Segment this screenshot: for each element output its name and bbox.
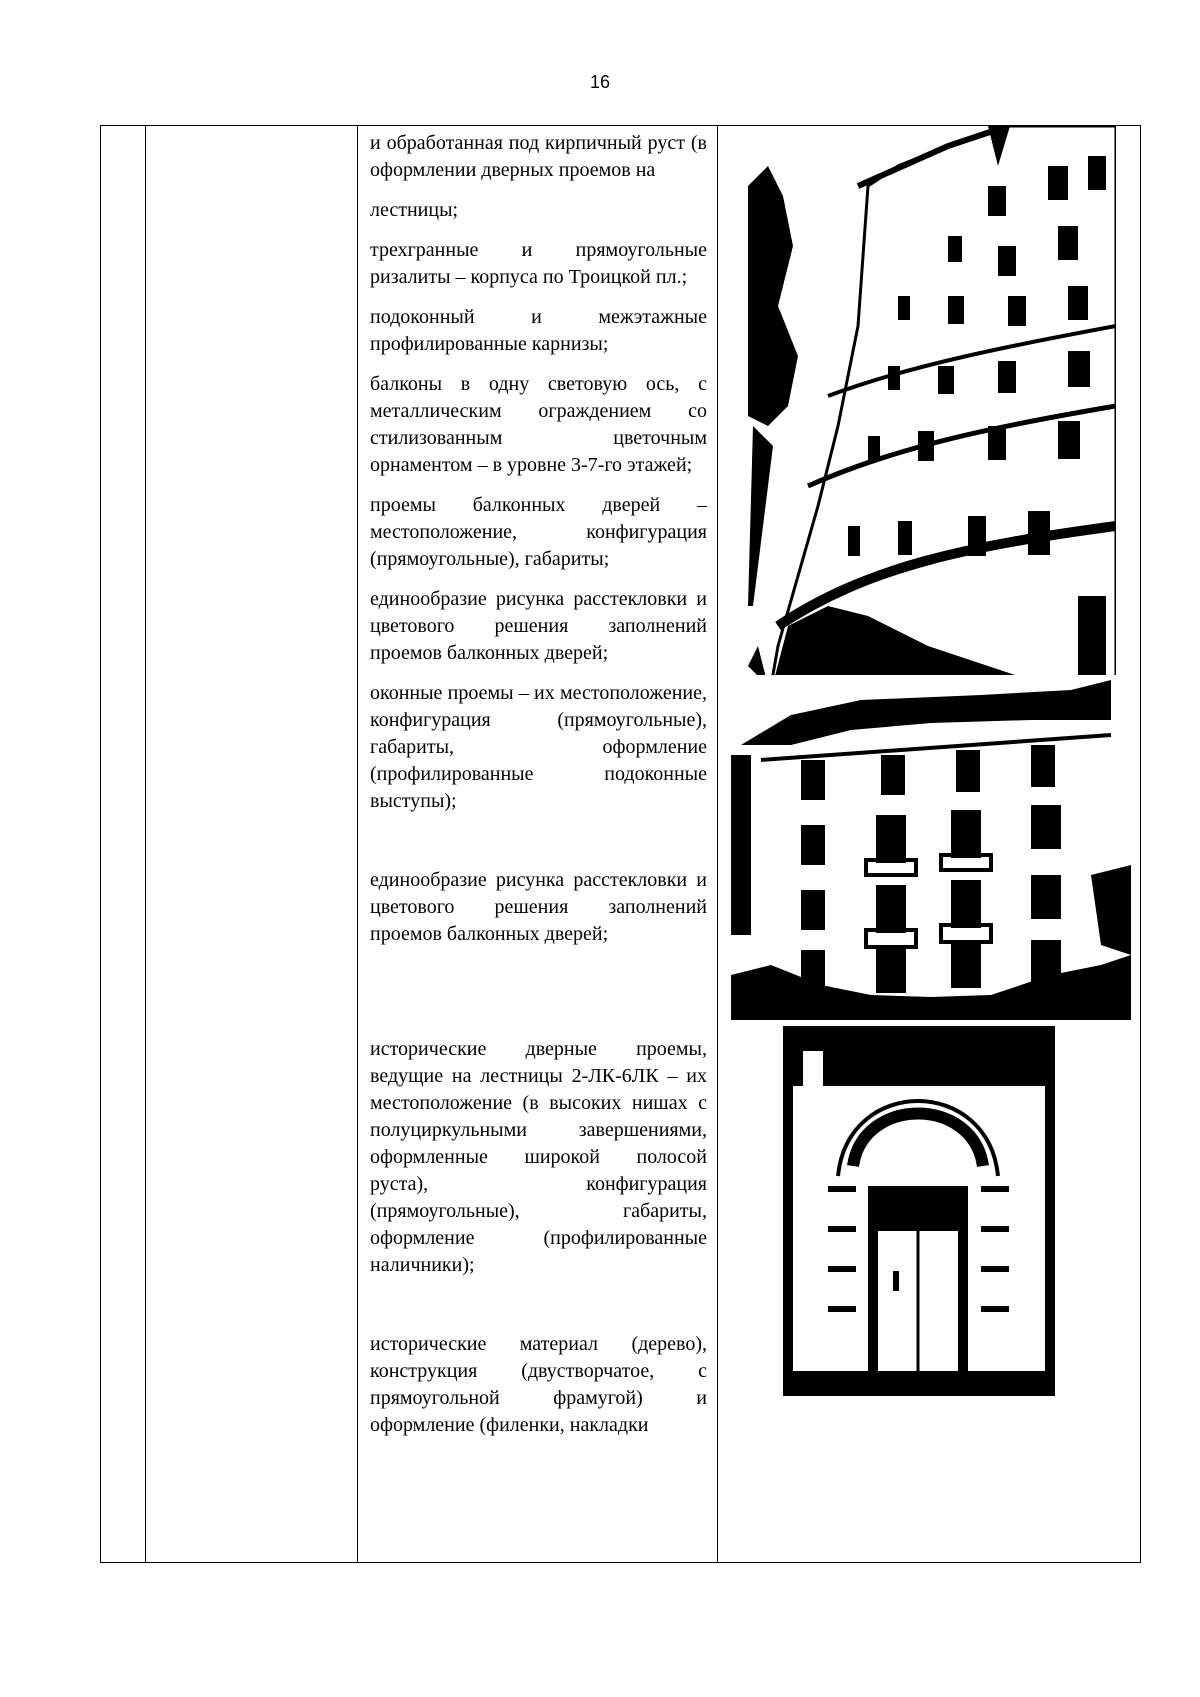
page-number: 16 [589,72,611,92]
paragraph-risalits: трехгранные и прямоугольные ризалиты – корпуса по Троицкой пл.; [370,239,707,288]
paragraph-glazing-uniformity-2: единообразие рисунка расстекловки и цветового решения заполнений проемов балконных дверей; [370,869,707,945]
photo-cell [718,126,1141,1563]
paragraph-balconies: балконы в одну световую ось, с металлическим ограждением со стилизованным цветочным орнаментом – в уровне 3-7-го этажей; [370,373,707,476]
protection-subject-table [100,125,1141,1563]
arched-entrance-photo [783,1026,1055,1396]
paragraph-cornices: подоконный и межэтажные профилированные карнизы; [370,306,707,355]
paragraph-balcony-door-openings: проемы балконных дверей – местоположение, конфигурация (прямоугольные), габариты; [370,494,707,570]
paragraph-window-openings: оконные проемы – их местоположение, конфигурация (прямоугольные), габариты, оформление (профилированные подоконные выступы); [370,682,707,812]
description-cell [358,126,718,1563]
category-column-cell [146,126,358,1563]
paragraph-stairs: лестницы; [370,199,459,221]
paragraph-door-materials: исторические материал (дерево), конструкция (двустворчатое, с прямоугольной фрамугой) и оформление (филенки, накладки [370,1333,707,1436]
facade-perspective-photo [748,126,1116,703]
facade-balconies-photo [731,675,1131,1020]
paragraph-door-openings: исторические дверные проемы, ведущие на лестницы 2-ЛК-6ЛК – их местоположение (в высоких нишах с полуциркульными завершениями, оформленные широкой полосой руста), конфигурация (прямоугольные), габариты, оформление (профилированные наличники); [370,1038,707,1276]
paragraph-rust: и обработанная под кирпичный руст (в оформлении дверных проемов на [370,132,707,181]
paragraph-glazing-uniformity-1: единообразие рисунка расстекловки и цветового решения заполнений проемов балконных дверей; [370,588,707,664]
number-column-cell [101,126,146,1563]
